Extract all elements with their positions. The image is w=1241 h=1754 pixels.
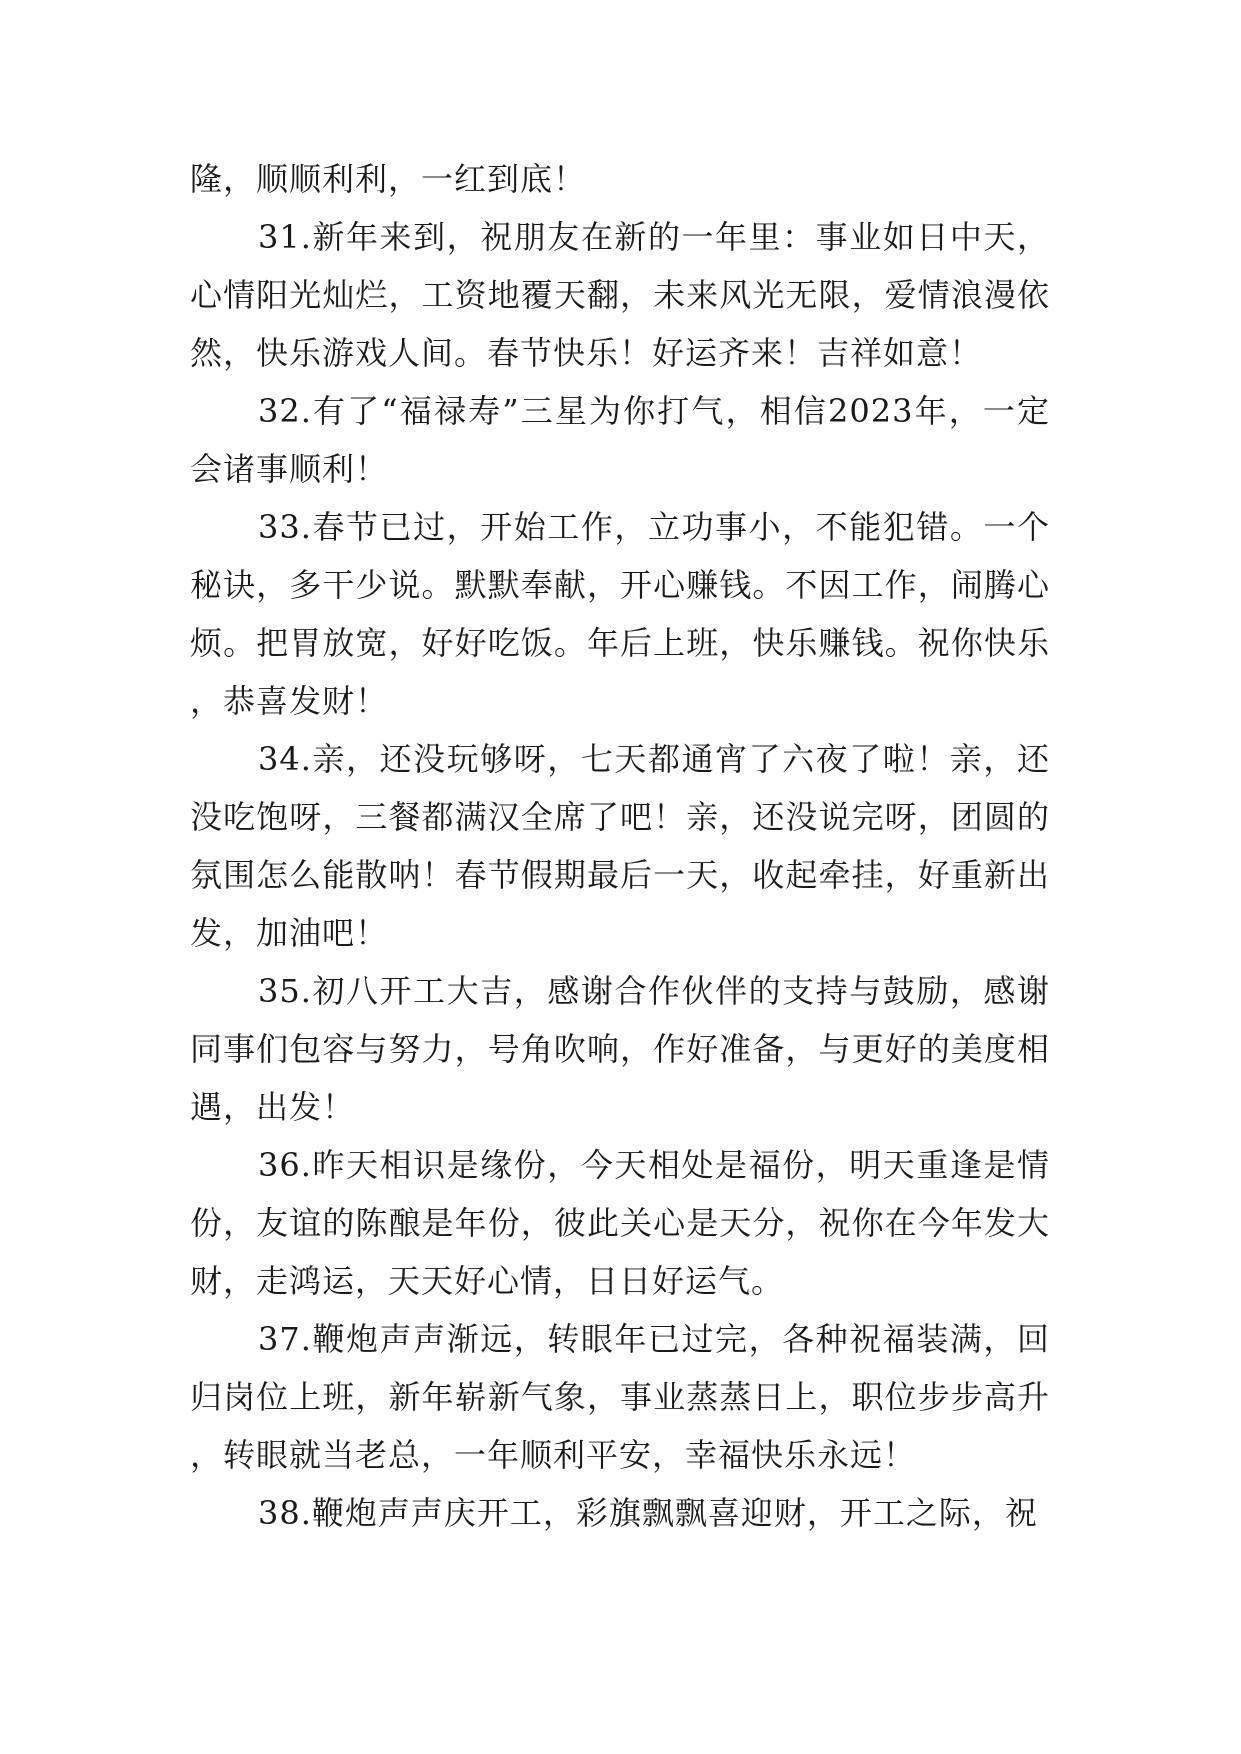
document-body: [190, 150, 1050, 1542]
paragraph-37: 37.鞭炮声声渐远，转眼年已过完，各种祝福装满，回归岗位上班，新年崭新气象，事业蒸蒸日上，职位步步高升，转眼就当老总，一年顺利平安，幸福快乐永远！: [190, 1320, 1050, 1474]
paragraph-33: 33.春节已过，开始工作，立功事小，不能犯错。一个秘诀，多干少说。默默奉献，开心赚钱。不因工作，闹腾心烦。把胃放宽，好好吃饭。年后上班，快乐赚钱。祝你快乐，恭喜发财！: [190, 508, 1050, 720]
paragraph-31: 31.新年来到，祝朋友在新的一年里：事业如日中天，心情阳光灿烂，工资地覆天翻，未来风光无限，爱情浪漫依然，快乐游戏人间。春节快乐！好运齐来！吉祥如意！: [190, 218, 1050, 372]
paragraph-continuation: 隆，顺顺利利，一红到底！: [190, 160, 587, 198]
paragraph-35: 35.初八开工大吉，感谢合作伙伴的支持与鼓励，感谢同事们包容与努力，号角吹响，作好准备，与更好的美度相遇，出发！: [190, 972, 1050, 1126]
paragraph-34: 34.亲，还没玩够呀，七天都通宵了六夜了啦！亲，还没吃饱呀，三餐都满汉全席了吧！亲，还没说完呀，团圆的氛围怎么能散呐！春节假期最后一天，收起牵挂，好重新出发，加油吧！: [190, 740, 1050, 952]
paragraph-36: 36.昨天相识是缘份，今天相处是福份，明天重逢是情份，友谊的陈酿是年份，彼此关心是天分，祝你在今年发大财，走鸿运，天天好心情，日日好运气。: [190, 1146, 1050, 1300]
paragraph-32: 32.有了“福禄寿”三星为你打气，相信2023年，一定会诸事顺利！: [190, 392, 1050, 488]
paragraph-38: 38.鞭炮声声庆开工，彩旗飘飘喜迎财，开工之际，祝: [258, 1494, 1038, 1532]
